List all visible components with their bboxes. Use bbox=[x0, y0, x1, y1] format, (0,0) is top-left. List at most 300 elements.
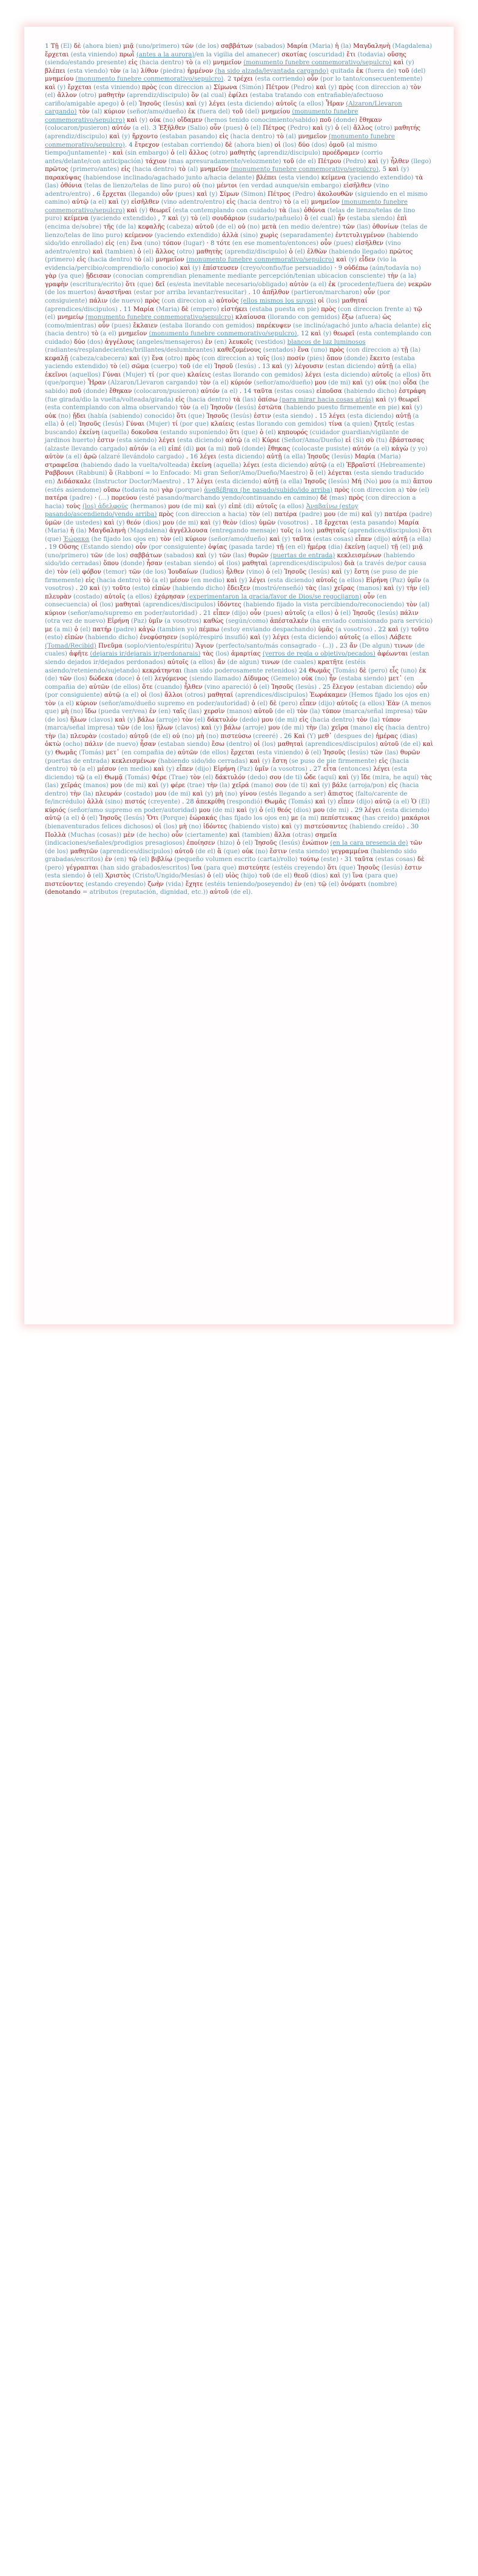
greek-word: τὸν bbox=[297, 708, 308, 716]
gloss-text: (estaba tratando con entrañable/afectuoso cariño/amigable apego) bbox=[45, 92, 383, 107]
greek-word: ἐν bbox=[105, 856, 112, 864]
greek-word: εἰς bbox=[422, 322, 431, 329]
underlined-gloss[interactable]: (monumento funebre conmemorativo/sepulcro) bbox=[231, 166, 379, 173]
gloss-text: (esta diciendo) bbox=[213, 478, 264, 485]
greek-word: μὴ bbox=[196, 733, 204, 740]
gloss-text: (para que) bbox=[363, 873, 398, 880]
gloss-text: (con direccion a) bbox=[157, 84, 214, 91]
verse-number: 27 bbox=[313, 766, 323, 773]
greek-word: · bbox=[94, 495, 97, 502]
gloss-text: (Salio) bbox=[185, 125, 210, 132]
greek-word: λέγει bbox=[249, 577, 266, 584]
greek-word: μιᾷ bbox=[412, 544, 423, 551]
gloss-text: (yaciendo extendido) bbox=[152, 232, 223, 239]
greek-word: Φέρε bbox=[151, 774, 167, 781]
underlined-gloss[interactable]: (ha sido alzada/levantada cargando) bbox=[215, 67, 329, 75]
greek-word: ἔστιν bbox=[269, 848, 287, 855]
gloss-text: (aprendices/discipulos) bbox=[141, 602, 218, 609]
greek-word: καὶ bbox=[329, 873, 341, 880]
gloss-text: (han sido poderosamente retenidos) bbox=[181, 667, 299, 674]
gloss-text: (donde) bbox=[342, 355, 370, 362]
greek-word: Ἰησοῦν bbox=[210, 404, 234, 412]
greek-word: ἕνα bbox=[130, 240, 143, 247]
greek-word: ἐκ bbox=[188, 109, 195, 116]
greek-word: ὁ bbox=[266, 569, 270, 575]
greek-word: οὖν bbox=[135, 544, 147, 551]
gloss-text: (pies) bbox=[305, 355, 327, 362]
gloss-text: (cuerpo) bbox=[149, 363, 180, 371]
greek-word: καὶ bbox=[167, 215, 179, 223]
greek-word: εἶδεν bbox=[358, 257, 375, 264]
greek-word: ὧδε bbox=[304, 774, 316, 781]
gloss-text: (manos) bbox=[224, 708, 254, 716]
gloss-text: (ocho) bbox=[61, 741, 85, 748]
greek-word: ὁ bbox=[251, 700, 255, 707]
gloss-text: (arroja/pon) bbox=[347, 782, 389, 790]
underlined-gloss[interactable]: (monumento funebre conmemorativo/sepulcro) bbox=[75, 76, 224, 83]
gloss-text: (de mi) bbox=[180, 503, 206, 510]
gloss-text: (esta contemplando con cuidado) bbox=[170, 207, 279, 214]
greek-word: ἡμέρας bbox=[375, 733, 398, 740]
greek-word: νεκρῶν bbox=[408, 281, 432, 288]
greek-word: τῷ bbox=[128, 856, 137, 864]
greek-word: . bbox=[92, 190, 95, 198]
underlined-gloss[interactable]: (dejarais ir/dejarais ir/perdonarais) bbox=[90, 651, 201, 658]
verse-number: 4 bbox=[129, 141, 135, 149]
greek-word: μαθηταί bbox=[342, 297, 368, 304]
greek-word: εἰπέ bbox=[168, 445, 181, 452]
greek-word: Ἑβραϊστί bbox=[346, 461, 376, 469]
gloss-text: (las) bbox=[186, 708, 204, 716]
greek-word: ἴδε bbox=[361, 774, 371, 781]
verse-number: 22 bbox=[378, 626, 388, 633]
greek-word: Ἰουδαίων bbox=[168, 569, 198, 575]
greek-word: κεκράτηνται bbox=[142, 667, 182, 674]
greek-word: μαθηταὶ bbox=[277, 741, 303, 748]
underlined-gloss[interactable]: (antes a la aurora) bbox=[136, 51, 195, 58]
underlined-gloss[interactable]: (monumento funebre conmemorativo/sepulcro) bbox=[45, 133, 395, 149]
gloss-text: (esta diciendo) bbox=[289, 634, 340, 642]
verse-number: 21 bbox=[203, 609, 214, 617]
greek-word: ὁ bbox=[253, 683, 257, 691]
gloss-text: (pues) bbox=[221, 125, 245, 132]
gloss-text: (aquí) bbox=[315, 774, 338, 781]
verse-number: 31 bbox=[344, 856, 355, 864]
greek-word: τύπον bbox=[321, 708, 341, 716]
greek-word: ἔτι bbox=[346, 51, 356, 58]
greek-word: Ἰησοῦ bbox=[214, 363, 234, 371]
gloss-text: (pero) bbox=[366, 667, 389, 674]
gloss-text: (Magdalena) bbox=[126, 528, 170, 535]
greek-word: . bbox=[315, 412, 317, 420]
greek-word: μαθηταί bbox=[207, 692, 234, 699]
gloss-text: (a la) bbox=[120, 67, 141, 75]
gloss-text: (de el) bbox=[270, 873, 294, 880]
gloss-text: (esta contemplando con alma observando) bbox=[45, 404, 180, 412]
greek-word: ἀφέωνται bbox=[377, 651, 408, 658]
gloss-text: (vino apareció) bbox=[202, 683, 254, 691]
greek-word: καὶ bbox=[312, 125, 323, 132]
gloss-text: (no) bbox=[200, 183, 217, 190]
greek-word: μου bbox=[168, 503, 180, 510]
gloss-text: (con direccion a hacia) bbox=[45, 495, 416, 510]
greek-word: θεοῦ bbox=[294, 873, 309, 880]
greek-word: μου bbox=[268, 725, 280, 732]
greek-word: ὁ bbox=[334, 609, 338, 617]
greek-word: οὐκ bbox=[375, 380, 387, 387]
gloss-text: (como/mientras) bbox=[45, 322, 99, 329]
gloss-text: (he sabido) bbox=[45, 380, 429, 395]
gloss-text: (sudario/pañuelo) bbox=[245, 215, 305, 223]
greek-word: οὔσης bbox=[387, 51, 406, 58]
gloss-text: (habiendo dicho) bbox=[83, 634, 140, 642]
greek-word: Ὁ bbox=[411, 799, 417, 806]
greek-word: οἴδαμεν bbox=[177, 116, 203, 124]
gloss-text: (las) bbox=[354, 224, 372, 231]
gloss-text: (a el) bbox=[371, 445, 392, 452]
greek-word: ἀπέσταλκέν bbox=[270, 618, 308, 625]
gloss-text: (hermanos) bbox=[128, 503, 169, 510]
greek-word: τὸν bbox=[45, 700, 56, 707]
greek-word: ἴδω bbox=[85, 708, 96, 716]
greek-word: ἦλθεν bbox=[226, 569, 244, 575]
verse-number: 3 bbox=[152, 125, 159, 132]
greek-word: πλευρὰν bbox=[70, 733, 97, 740]
greek-word: γέγραπται bbox=[66, 864, 99, 871]
gloss-text: (de mi) bbox=[173, 519, 201, 526]
gloss-text: (esta contemplando con cuidado) bbox=[45, 330, 432, 346]
greek-word: καὶ bbox=[315, 84, 326, 91]
gloss-text: (el) bbox=[45, 314, 58, 321]
gloss-text: (Iesús) bbox=[326, 478, 352, 485]
greek-word: δὲ bbox=[73, 43, 81, 50]
greek-word: τοῦ bbox=[283, 158, 294, 165]
gloss-text: (otra vez de nuevo) bbox=[45, 618, 107, 625]
gloss-text: (Hemos fijado los ojos en) bbox=[346, 692, 430, 699]
greek-word: ὀψίας bbox=[208, 544, 227, 551]
greek-word: τὴν bbox=[70, 790, 81, 797]
greek-word: μου bbox=[324, 511, 336, 518]
greek-word: θεόν bbox=[126, 519, 141, 526]
gloss-text: (sino) bbox=[103, 799, 125, 806]
greek-word: γὰρ bbox=[45, 273, 56, 280]
gloss-text: (habiendo dicho) bbox=[170, 585, 227, 592]
gloss-text: (hacia dentro) bbox=[137, 59, 186, 67]
greek-word: ἑστῶτα bbox=[258, 404, 282, 412]
greek-word: τὸ bbox=[276, 133, 284, 141]
greek-word: Διδάσκαλε bbox=[56, 478, 92, 485]
gloss-text: (mas apresuradamente/velozmente) bbox=[166, 158, 283, 165]
underlined-gloss[interactable]: blancos de luz luminosos bbox=[287, 338, 366, 346]
greek-word: ἰδόντες bbox=[217, 602, 241, 609]
greek-word: μνημείου bbox=[261, 109, 291, 116]
gloss-text: (Magdalena) bbox=[390, 43, 433, 50]
gloss-text: (hacia dentro) bbox=[86, 257, 135, 264]
underlined-gloss[interactable]: Ἑώρακα bbox=[63, 535, 90, 543]
gloss-text: (y) bbox=[114, 519, 127, 526]
gloss-text: (estéis asiendo/reteniendo/sujetando) bbox=[45, 659, 366, 674]
gloss-text: (otro) bbox=[207, 150, 230, 157]
verse-number: 20 bbox=[79, 585, 90, 592]
greek-word: αὐτῇ bbox=[392, 535, 408, 543]
greek-word: ἐστιν bbox=[254, 412, 271, 420]
greek-word: Εἰρήνη bbox=[366, 577, 388, 584]
gloss-text: (uno) bbox=[398, 667, 419, 674]
greek-word: δὲ bbox=[320, 495, 328, 502]
gloss-text: (Maria) bbox=[153, 306, 182, 313]
underlined-gloss[interactable]: (monumento funebre conmemorativo/sepulcro) bbox=[186, 257, 334, 264]
greek-word: ἐκεῖνοι bbox=[45, 371, 68, 378]
greek-word: Μαγδαληνὴ bbox=[88, 528, 126, 535]
gloss-text: (a el) bbox=[291, 199, 311, 206]
greek-word: φέρε bbox=[170, 782, 186, 790]
greek-word: μνημεῖον bbox=[212, 59, 242, 67]
gloss-text: (y yo) bbox=[408, 445, 428, 452]
gloss-text: (procedente/fuera de) bbox=[335, 281, 408, 288]
greek-word: τὰ bbox=[415, 174, 423, 181]
greek-word: ἄλλος bbox=[353, 125, 373, 132]
underlined-gloss[interactable]: (monumento funebre conmemorativo/sepulcro) bbox=[85, 314, 234, 321]
gloss-text: (el) bbox=[174, 150, 189, 157]
greek-word: ὀθόνια bbox=[60, 183, 82, 190]
gloss-text: (el) bbox=[263, 429, 278, 436]
gloss-text: (y) bbox=[260, 757, 272, 765]
greek-word: πρὸς bbox=[158, 511, 174, 518]
greek-word: μαθητὴς bbox=[229, 150, 256, 157]
verse-number: 8 bbox=[210, 240, 217, 247]
greek-word: ποῦ bbox=[228, 445, 240, 452]
greek-word: αὐτοῖς bbox=[167, 659, 189, 666]
gloss-text: (no) bbox=[204, 733, 221, 740]
greek-word: ἔτρεχον bbox=[135, 141, 160, 149]
gloss-text: (esta pasando) bbox=[348, 519, 399, 526]
gloss-text: (esta viniendo) bbox=[254, 750, 305, 757]
gloss-text: (hacia dentro) bbox=[235, 199, 284, 206]
greek-word: τῶν bbox=[370, 750, 383, 757]
greek-word: βλέπει bbox=[45, 67, 66, 75]
greek-word: Γύναι bbox=[126, 421, 144, 428]
greek-word: καὶ bbox=[338, 774, 349, 781]
verse-number: 28 bbox=[186, 799, 196, 806]
gloss-text: (de mi) bbox=[121, 782, 148, 790]
greek-word: σου bbox=[275, 782, 287, 790]
gloss-text: (arroje) bbox=[240, 725, 269, 732]
greek-word: ποῦ bbox=[320, 116, 332, 124]
gloss-text: (hacia dentro) bbox=[45, 757, 409, 773]
underlined-gloss[interactable]: (monumento funebre conmemorativo/sepulcro) bbox=[45, 109, 358, 124]
gloss-text: (y) bbox=[140, 355, 152, 362]
gloss-text: (las) bbox=[240, 396, 258, 403]
greek-word: οὐκ bbox=[241, 848, 254, 855]
greek-word: τρέχει bbox=[233, 76, 253, 83]
gloss-text: (en el) bbox=[283, 544, 308, 551]
greek-word: εἰπὼν bbox=[152, 585, 171, 592]
verse-number: 15 bbox=[318, 412, 329, 420]
gloss-text: (angeles/mensajeros) bbox=[134, 338, 206, 346]
gloss-text: (no) bbox=[186, 823, 204, 830]
greek-word: οὐκ bbox=[149, 116, 161, 124]
greek-word: μνημεῖον bbox=[155, 257, 184, 264]
greek-word: . bbox=[309, 766, 312, 773]
underlined-gloss[interactable]: (los) ἀδελφούς bbox=[82, 503, 129, 510]
greek-word: πέμπω bbox=[198, 626, 220, 633]
greek-word: καὶ bbox=[89, 585, 100, 592]
greek-word: οἱ bbox=[140, 692, 147, 699]
verse-number: 29 bbox=[354, 807, 365, 814]
gloss-text: (y) bbox=[260, 634, 273, 642]
greek-word: χεῖράς bbox=[60, 782, 81, 790]
greek-word: λέγει bbox=[158, 437, 175, 444]
gloss-text: (otros) bbox=[183, 692, 207, 699]
gloss-text: (hacia dentro) bbox=[308, 716, 357, 723]
gloss-text: (el) bbox=[198, 215, 212, 223]
greek-word: οὖν bbox=[162, 190, 173, 198]
underlined-gloss[interactable]: (yerros de regla o objetivo/pecados) bbox=[262, 651, 375, 658]
greek-word: μου bbox=[261, 716, 274, 723]
gloss-text: (no) bbox=[223, 790, 240, 797]
gloss-text: (estaba yaciendo extendido) bbox=[45, 355, 415, 371]
underlined-gloss[interactable]: (ellos mismos los suyos) bbox=[240, 297, 316, 304]
greek-word: μνημεῖον bbox=[200, 166, 229, 173]
greek-word: ποσίν bbox=[286, 355, 305, 362]
gloss-text: (el) bbox=[260, 511, 275, 518]
gloss-text: (uno) bbox=[142, 240, 163, 247]
gloss-text: (Iesús) bbox=[306, 569, 332, 575]
greek-word: λέγει bbox=[243, 461, 260, 469]
gloss-text: (aquella) bbox=[211, 461, 243, 469]
underlined-gloss[interactable]: (monumento funebre conmemorativo/sepulcro) bbox=[149, 330, 297, 338]
gloss-text: (a vosotros) bbox=[162, 618, 204, 625]
underlined-gloss[interactable]: (en la cara presencia de) bbox=[330, 840, 408, 847]
gloss-text: (a el) bbox=[88, 199, 109, 206]
gloss-text: (padre) bbox=[297, 511, 325, 518]
greek-word: ἃ bbox=[217, 848, 222, 855]
gloss-text: (que) bbox=[45, 535, 64, 543]
gloss-text: (no) bbox=[245, 224, 262, 231]
greek-word: ὁ bbox=[244, 125, 249, 132]
greek-word: τῶν bbox=[218, 552, 231, 559]
underlined-gloss[interactable]: (monumento funebre conmemorativo/sepulcro) bbox=[243, 59, 392, 67]
greek-word: αὐτῇ bbox=[266, 454, 282, 461]
greek-word: τὸν bbox=[180, 404, 191, 412]
gloss-text: (uno/primero) bbox=[133, 43, 182, 50]
greek-word: καὶ bbox=[315, 799, 326, 806]
gloss-text: (de mi) bbox=[280, 725, 306, 732]
gloss-text: (los) bbox=[324, 297, 342, 304]
gloss-text: (por que) bbox=[154, 371, 187, 378]
gloss-text: (aprendiz/discipulo) bbox=[45, 133, 110, 141]
gloss-text: (creeré) bbox=[251, 733, 280, 740]
greek-word: Ἰησοῦς bbox=[271, 683, 294, 691]
gloss-text: (Mujer) bbox=[121, 371, 149, 378]
underlined-gloss[interactable]: (experimentaron la gracia/favor de Dios/se regocijaron) bbox=[187, 593, 362, 600]
greek-word: καὶ bbox=[180, 264, 190, 272]
greek-word: Ἰησοῦς bbox=[284, 569, 307, 575]
greek-word: Μαρία bbox=[398, 519, 419, 526]
gloss-text: (estés asiendome) bbox=[45, 486, 104, 494]
underlined-gloss[interactable]: ἀναβέβηκα (he pasado/subido/ido arriba) bbox=[204, 486, 333, 494]
greek-word: ἐστιν bbox=[405, 864, 422, 871]
gloss-text: (pasada tarde) bbox=[226, 544, 277, 551]
greek-word: κείμενον bbox=[124, 232, 153, 239]
gloss-text: (esta corriendo) bbox=[252, 76, 308, 83]
greek-word: γὰρ bbox=[161, 486, 173, 494]
underlined-gloss[interactable]: (para mirar hacia cosas atrás) bbox=[279, 396, 374, 403]
gloss-text: (de el) bbox=[399, 741, 423, 748]
greek-word: τὸν bbox=[181, 716, 193, 723]
underlined-gloss[interactable]: (Tomad/Recibid) bbox=[45, 642, 96, 649]
greek-word: Πέτρου bbox=[318, 158, 342, 165]
greek-word: μετ᾽ bbox=[388, 676, 403, 683]
greek-word: ἀγγέλλουσα bbox=[169, 528, 208, 535]
greek-word: τίνα bbox=[328, 421, 343, 428]
greek-word: καὶ bbox=[206, 503, 217, 510]
greek-word: ἦλθεν bbox=[391, 158, 409, 165]
greek-word: τάχιον bbox=[145, 158, 167, 165]
underlined-gloss[interactable]: (puertas de entrada) bbox=[270, 552, 335, 559]
gloss-text: (Iesús) bbox=[374, 609, 400, 617]
greek-word: ἐχάρησαν bbox=[154, 593, 185, 600]
underlined-gloss[interactable]: (monumento funebre conmemorativo/sepulcro) bbox=[45, 199, 408, 214]
gloss-text: (había (sabiendo) conocido) bbox=[86, 412, 177, 420]
underlined-gloss[interactable]: Ἀναβαίνω (estoy pasando/ascendiendo/yendo arriba) bbox=[45, 503, 358, 518]
greek-word: αὐτοῖς bbox=[256, 503, 277, 510]
greek-word: Πέτρος bbox=[268, 190, 291, 198]
greek-word: καὶ bbox=[281, 823, 292, 830]
gloss-text: (de los) bbox=[129, 725, 157, 732]
gloss-text: (El) bbox=[416, 799, 430, 806]
greek-word: τὸν bbox=[109, 67, 121, 75]
gloss-text: (siendo/estando presente) bbox=[45, 59, 129, 67]
gloss-text: (con direccion frente a) bbox=[335, 306, 414, 313]
underlined-gloss[interactable]: (Alzaron/Llevaron cargando) bbox=[45, 100, 402, 116]
gloss-text: (respondió) bbox=[224, 799, 265, 806]
greek-word: ἐν bbox=[294, 880, 302, 888]
greek-word: κείμενα bbox=[321, 174, 346, 181]
greek-word: Ἑωράκαμεν bbox=[309, 692, 347, 699]
gloss-text: (y) bbox=[394, 585, 406, 592]
gloss-text: (los) bbox=[213, 651, 232, 658]
gloss-text: (no) bbox=[312, 676, 329, 683]
gloss-text: (ahora bien) bbox=[81, 43, 124, 50]
gloss-text: (el) bbox=[170, 535, 186, 543]
greek-word: θεὸν bbox=[223, 519, 238, 526]
gloss-text: (se puso de pie firmemente) bbox=[45, 569, 419, 584]
greek-word: Δίδυμος bbox=[243, 676, 269, 683]
gloss-text: (piedra) bbox=[158, 67, 187, 75]
gloss-text: (y) bbox=[280, 535, 292, 543]
greek-word: πρῶτος bbox=[389, 248, 413, 255]
greek-word: πατήρ bbox=[92, 626, 112, 633]
greek-word: ἔστη bbox=[272, 757, 288, 765]
gloss-text: (el) bbox=[292, 248, 308, 255]
gloss-text: (habiendo puesto firmemente en pie) bbox=[281, 404, 402, 412]
greek-word: τὸν bbox=[160, 535, 171, 543]
gloss-text: (el) bbox=[85, 815, 99, 822]
gloss-text: (a través de/por causa de) bbox=[45, 560, 426, 575]
gloss-text: (esta viendo) bbox=[65, 67, 110, 75]
gloss-text: (habiendo creído) bbox=[347, 823, 407, 830]
gloss-text: (hacia dentro) bbox=[383, 725, 430, 732]
greek-word: ἡ bbox=[70, 528, 75, 535]
gloss-text: (Estando siendo) bbox=[79, 544, 136, 551]
gloss-text: (tu) bbox=[374, 437, 389, 444]
greek-word: τῶν bbox=[129, 569, 141, 575]
gloss-text: (dios) bbox=[141, 519, 163, 526]
gloss-text: (esto) bbox=[45, 634, 65, 642]
greek-word: ὁ bbox=[81, 815, 86, 822]
greek-word: ὁ bbox=[335, 125, 339, 132]
